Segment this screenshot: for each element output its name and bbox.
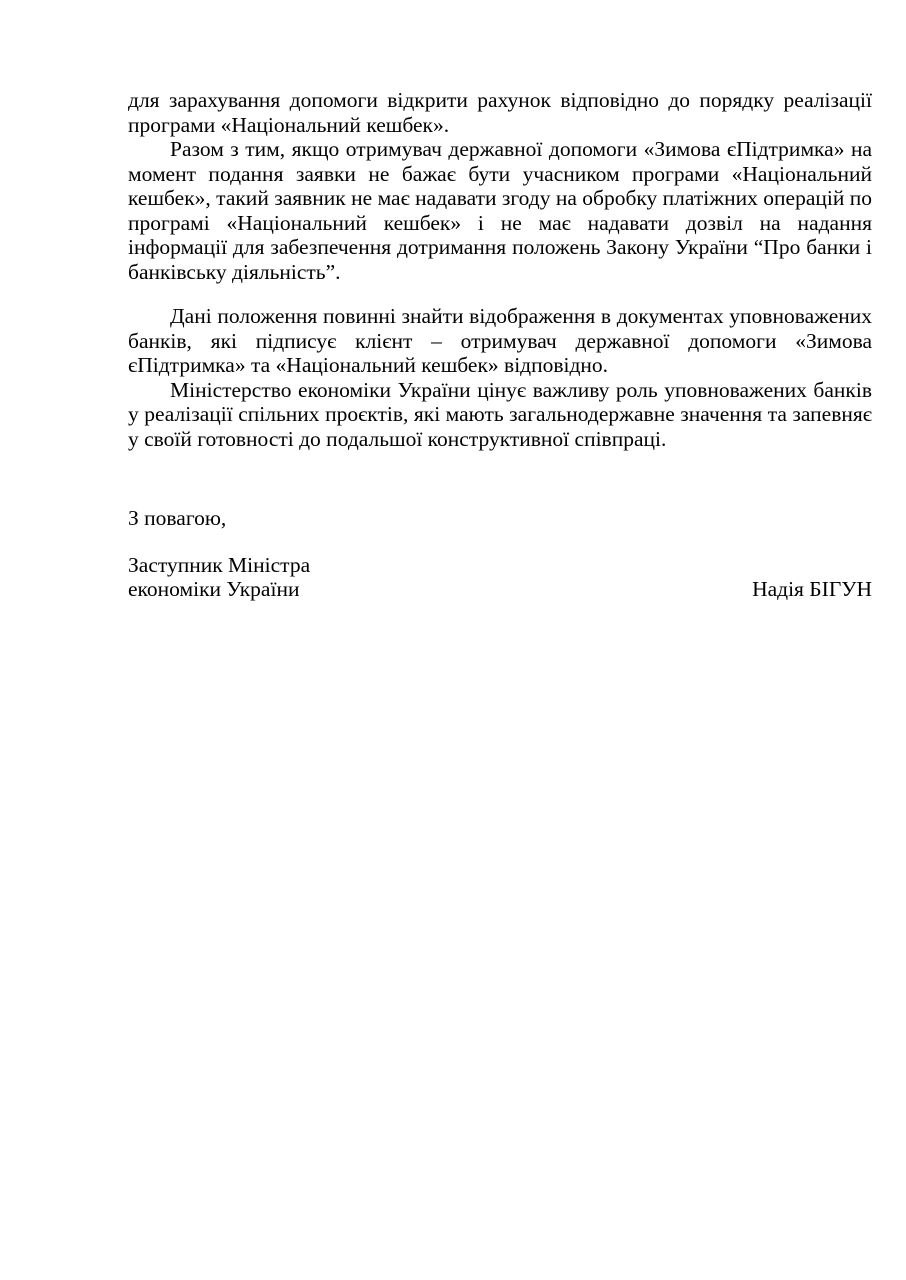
- body-paragraph: Разом з тим, якщо отримувач державної допомоги «Зимова єПідтримка» на момент подання заявки не бажає бути учасником програми «Національний кешбек», такий заявник не має надавати згоду на обробку платіжних операцій по програмі «Національний кешбек» і не має надавати дозвіл на надання інформації для забезпечення дотримання положень Закону України “Про банки і банківську діяльність”.: [128, 137, 872, 284]
- body-paragraph-continuation: для зарахування допомоги відкрити рахунок відповідно до порядку реалізації програми «Національний кешбек».: [128, 88, 872, 137]
- signer-title-line1: Заступник Міністра: [128, 552, 311, 577]
- signer-title-line2: економіки України: [128, 577, 300, 601]
- body-paragraph: Міністерство економіки України цінує важливу роль уповноважених банків у реалізації спільних проєктів, які мають загальнодержавне значення та запевняє у своїй готовності до подальшої конструктивної співпраці.: [128, 377, 872, 451]
- letter-body: [128, 88, 872, 451]
- signer-title: [128, 553, 310, 602]
- signer-name: Надія БІГУН: [752, 577, 872, 601]
- signature-block: [128, 553, 872, 602]
- closing-salutation: З повагою,: [128, 506, 227, 530]
- body-paragraph: Дані положення повинні знайти відображення в документах уповноважених банків, які підписує клієнт – отримувач державної допомоги «Зимова єПідтримка» та «Національний кешбек» відповідно.: [128, 304, 872, 377]
